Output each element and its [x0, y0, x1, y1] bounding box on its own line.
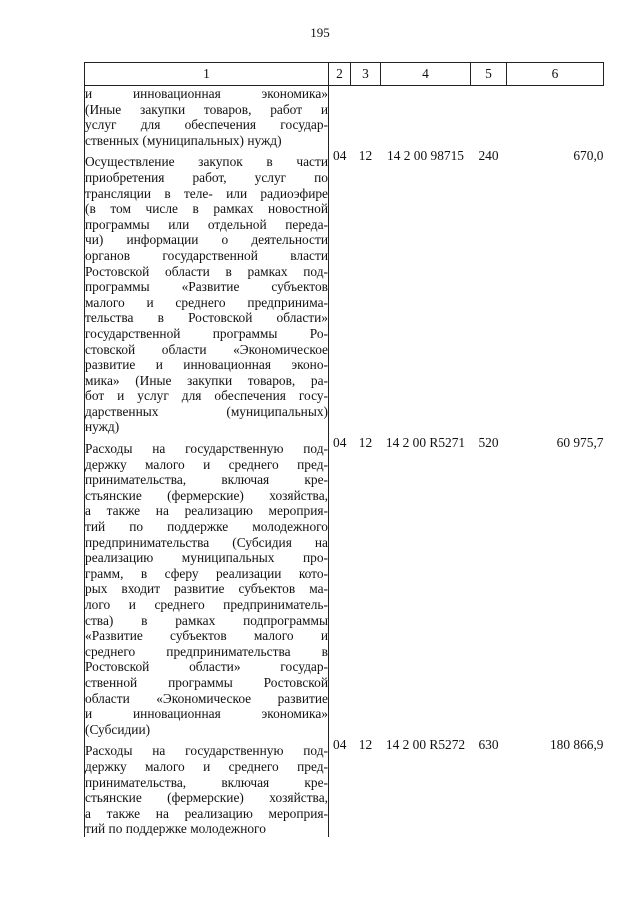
description-line: Расходы на государственную под- [85, 743, 328, 759]
description-line: приобретения работ, услуг по [85, 169, 328, 185]
section-code: 04 [333, 148, 347, 164]
row-description [85, 435, 329, 737]
table-row [85, 737, 604, 837]
description-line: ства) в рамках подпрограммы [85, 612, 328, 628]
expense-type-code: 520 [478, 435, 499, 451]
page-number: 195 [310, 25, 330, 40]
description-line: Осуществление закупок в части [85, 154, 328, 170]
description-line: реализацию муниципальных про- [85, 550, 328, 566]
description-line: а также на реализацию мероприя- [85, 805, 328, 821]
description-line: государственной программы Ро- [85, 325, 328, 341]
description-line: а также на реализацию мероприя- [85, 503, 328, 519]
section-code: 04 [333, 737, 347, 753]
header-col-4: 4 [381, 63, 471, 86]
description-line: ственных (муниципальных) нужд) [85, 132, 282, 148]
description-line: предпринимательства (Субсидия на [85, 534, 328, 550]
description-line: малого и среднего предпринима- [85, 294, 328, 310]
description-line: и инновационная экономика» [85, 706, 328, 722]
expense-type-code [471, 86, 507, 149]
description-line: (в том числе в рамках новостной [85, 201, 328, 217]
description-line: развитие и инновационная эконо- [85, 357, 328, 373]
subsection-code: 12 [358, 737, 373, 753]
description-line: рых входит развитие субъектов ма- [85, 581, 328, 597]
table-row [85, 148, 604, 435]
description-line: (Субсидии) [85, 721, 151, 737]
table-row [85, 435, 604, 737]
description-line: Ростовской области» государ- [85, 659, 328, 675]
description-line: программы «Развитие субъектов [85, 279, 328, 295]
header-col-3: 3 [351, 63, 381, 86]
amount [507, 86, 604, 149]
description-line: органов государственной власти [85, 247, 328, 263]
description-line: и инновационная экономика» [85, 86, 328, 101]
description-line: услуг для обеспечения государ- [85, 117, 328, 133]
section-code: 04 [333, 435, 347, 451]
header-col-1: 1 [85, 63, 329, 86]
subsection-code: 12 [358, 435, 373, 451]
description-line: стовской области «Экономическое [85, 341, 328, 357]
amount: 180 866,9 [549, 737, 604, 753]
description-line: держку малого и среднего пред- [85, 456, 328, 472]
description-line: держку малого и среднего пред- [85, 758, 328, 774]
description-line: дарственных (муниципальных) [85, 403, 328, 419]
description-line: Ростовской области в рамках под- [85, 263, 328, 279]
table-row [85, 86, 604, 149]
target-article-code [381, 86, 471, 149]
description-line: тельства в Ростовской области» [85, 310, 328, 326]
header-col-5: 5 [471, 63, 507, 86]
table-body [85, 86, 604, 837]
description-line: трансляции в теле- или радиоэфире [85, 185, 328, 201]
description-line: грамм, в сферу реализации кото- [85, 565, 328, 581]
row-description [85, 86, 329, 149]
description-line: Расходы на государственную под- [85, 441, 328, 457]
expense-type-code: 240 [478, 148, 499, 164]
row-description [85, 737, 329, 837]
description-line: «Развитие субъектов малого и [85, 628, 328, 644]
description-line: программы или отдельной переда- [85, 216, 328, 232]
header-col-2: 2 [329, 63, 351, 86]
table-header-row [85, 63, 604, 86]
amount: 670,0 [573, 148, 604, 164]
description-line: тий по поддержке молодежного [85, 519, 328, 535]
description-line: бот и услуг для обеспечения госу- [85, 388, 328, 404]
subsection-code [351, 86, 381, 149]
header-col-6: 6 [507, 63, 604, 86]
description-line: чи) информации о деятельности [85, 232, 328, 248]
description-line: нужд) [85, 419, 120, 435]
subsection-code: 12 [358, 148, 373, 164]
description-line: ственной программы Ростовской [85, 674, 328, 690]
description-line: стьянские (фермерские) хозяйства, [85, 487, 328, 503]
description-line: мика» (Иные закупки товаров, ра- [85, 372, 328, 388]
amount: 60 975,7 [556, 435, 604, 451]
description-line: принимательства, включая кре- [85, 774, 328, 790]
description-line: лого и среднего предприниматель- [85, 597, 328, 612]
description-line: среднего предпринимательства в [85, 643, 328, 659]
target-article-code: 14 2 00 R5272 [385, 737, 466, 753]
description-line: принимательства, включая кре- [85, 472, 328, 488]
description-line: области «Экономическое развитие [85, 690, 328, 706]
description-line: тий по поддержке молодежного [85, 821, 266, 837]
description-line: стьянские (фермерские) хозяйства, [85, 790, 328, 806]
expense-type-code: 630 [478, 737, 499, 753]
target-article-code: 14 2 00 98715 [387, 148, 464, 164]
description-line: (Иные закупки товаров, работ и [85, 101, 328, 117]
section-code [329, 86, 351, 149]
budget-table [84, 62, 604, 837]
target-article-code: 14 2 00 R5271 [385, 435, 466, 451]
row-description [85, 148, 329, 435]
